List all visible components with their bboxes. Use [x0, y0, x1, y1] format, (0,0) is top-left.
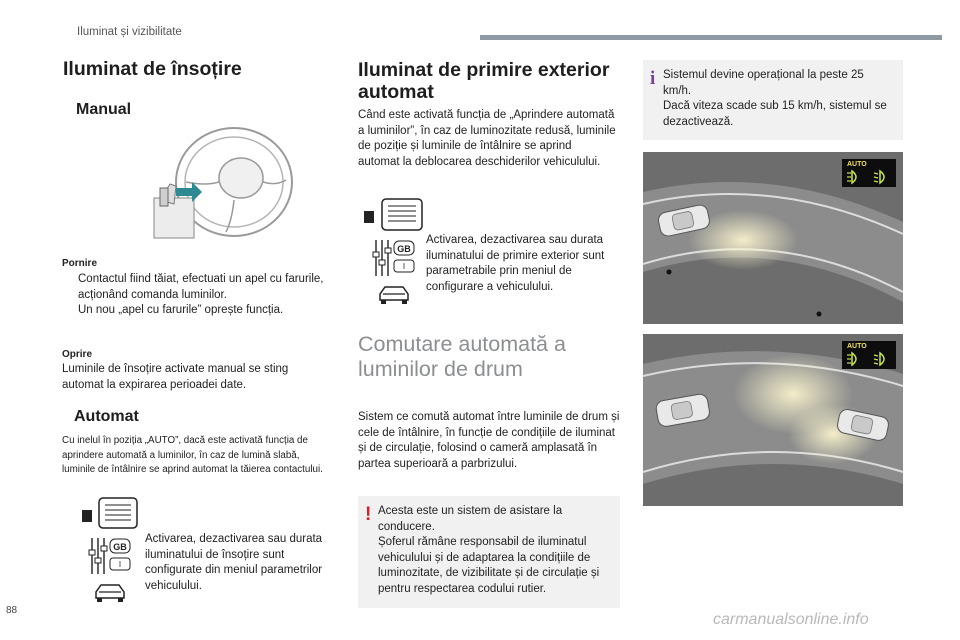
auto-label: AUTO	[847, 343, 867, 350]
left-config-text: Activarea, dezactivarea sau durata iluminatului de însoțire sunt configurate din meniul parametrilor vehiculului.	[145, 533, 323, 592]
gb-badge-text: GB	[397, 244, 411, 254]
headlamp-icon	[846, 351, 894, 367]
watermark: carmanualsonline.info	[713, 611, 869, 628]
heading-automatic: Automat	[74, 408, 139, 425]
illustration-high-beam	[643, 334, 903, 506]
info-text: Sistemul devine operațional la peste 25 km/h. Dacă viteza scade sub 15 km/h, sistemul se dezactivează.	[663, 69, 887, 128]
info-icon: i	[650, 68, 656, 89]
middle-config-text: Activarea, dezactivarea sau durata iluminatului de primire exterior sunt parametrabile prin meniul de configurare a vehiculului.	[426, 234, 605, 293]
on-bullet-list	[62, 272, 330, 319]
label-on: Pornire	[62, 258, 98, 269]
car-settings-icon	[92, 580, 128, 604]
warning-box	[358, 496, 620, 608]
off-text: Luminile de însoțire activate manual se sting automat la expirarea perioadei date.	[62, 363, 289, 391]
roman-badge-text: I	[118, 560, 122, 569]
list-item	[62, 303, 330, 319]
car-settings-icon	[376, 282, 412, 306]
heading-manual: Manual	[76, 101, 132, 118]
section-title-auto-high-beam: Comutare automată a luminilor de drum	[358, 332, 566, 381]
list-item	[62, 272, 330, 303]
auto-lights-indicator	[842, 341, 896, 369]
title-follow-me: Iluminat de însoțire	[63, 58, 242, 80]
auto-lights-indicator	[842, 159, 896, 187]
auto-label: AUTO	[847, 161, 867, 168]
instrument-controls-icon	[370, 238, 418, 278]
header-bar	[480, 35, 942, 40]
roman-badge-text: I	[402, 262, 406, 271]
welcome-intro-text: Când este activată funcția de „Aprindere automată a luminilor”, în caz de luminozitate redusă, luminile de poziție și luminile de întâlnire se aprind automat la deblocarea deschiderilor vehiculului.	[358, 109, 616, 168]
instrument-controls-icon	[86, 536, 134, 576]
automatic-text: Cu inelul în poziția „AUTO”, dacă este activată funcția de aprindere automată a luminilor, în caz de lumină slabă, luminile de întâlnire se aprind automat la tăierea contactului.	[62, 435, 323, 475]
illustration-low-beam	[643, 152, 903, 324]
touchscreen-icon	[362, 197, 426, 233]
steering-wheel-illustration	[146, 120, 296, 255]
label-off: Oprire	[62, 349, 93, 360]
section-header: Iluminat și vizibilitate	[77, 26, 182, 38]
auto-high-beam-text: Sistem ce comută automat între luminile de drum și cele de întâlnire, în funcție de condițiile de iluminat și de circulație, folosind o cameră amplasată în partea superioară a parbrizului.	[358, 411, 620, 470]
title-welcome-lighting: Iluminat de primire exterior automat	[358, 59, 610, 103]
warning-icon: !	[365, 504, 372, 525]
list-item-text: Contactul fiind tăiat, efectuati un apel cu farurile, acționând comanda luminilor.	[78, 273, 324, 301]
list-item-text: Un nou „apel cu farurile” oprește funcția.	[78, 304, 284, 317]
gb-badge-text: GB	[113, 542, 127, 552]
page-number: 88	[6, 605, 18, 616]
headlamp-icon	[846, 169, 894, 185]
info-box	[643, 60, 903, 140]
touchscreen-icon	[80, 496, 140, 530]
warning-text: Acesta este un sistem de asistare la conducere. Șoferul rămâne responsabil de iluminatul vehiculului și de adaptarea la condițiile de luminozitate, de vizibilitate și de circulație și pentru respectarea codului rutier.	[378, 505, 600, 595]
